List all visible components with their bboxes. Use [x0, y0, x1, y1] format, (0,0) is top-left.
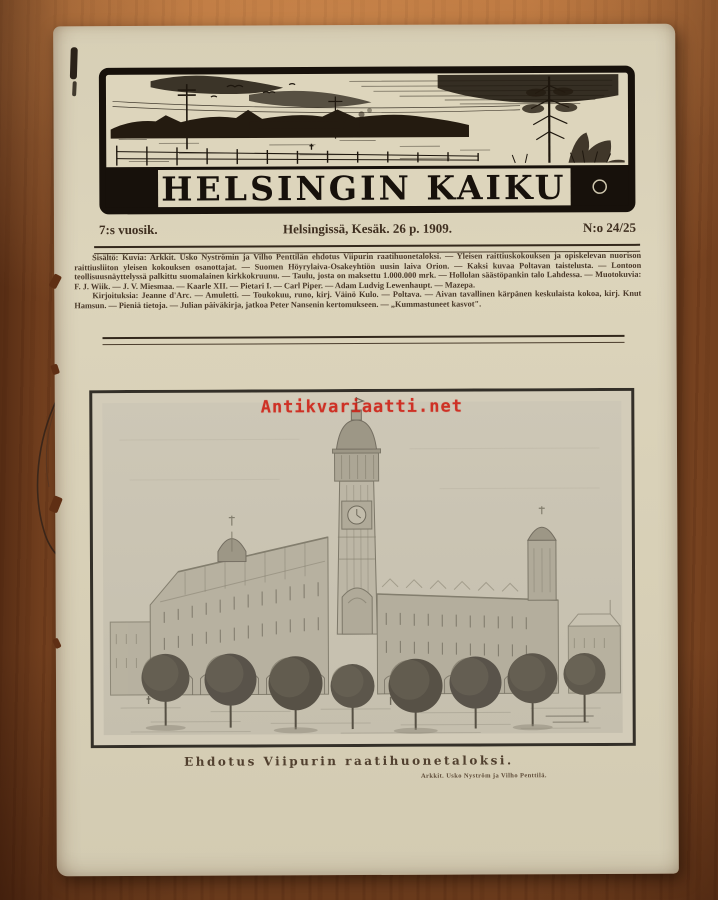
watermark-antikvariaatti: Antikvariaatti.net: [260, 396, 463, 418]
torn-edge-notch: [52, 638, 62, 650]
contents-pictures-paragraph: Sisältö: Kuvia: Arkkit. Usko Nyströmin ja Vilho Penttilän ehdotus Viipurin raatihuonetaloksi. — Yleisen raittiuskokouksen ja opiskelevan nuorison raittiusliiton yleisen kokouksen osanottajat. — Suomen Höyrylaiva-Osakeyhtiön uusin laiva Orion. — Kaksi kuvaa Poltavan taistelusta. — Lontoon teollisuusnäyttelyssä palkittu suomalainen kirkkokruunu. — Taulu, josta on maksettu 1.000.000 mrk. — Hollolan säästöpankin talo Lahdessa. — Muotokuvia: F. J. Wiik. — J. V. Miesmaa. — Kaarle XII. — Pietari I. — Carl Piper. — Adam Ludvig Lewenhaupt. — Mazepa.: [74, 250, 642, 292]
masthead-title-band: [106, 166, 629, 208]
pen-mark: [70, 47, 78, 79]
masthead-title: HELSINGIN KAIKU: [161, 167, 567, 209]
figure-caption: Ehdotus Viipurin raatihuonetaloksi.: [184, 753, 514, 769]
masthead-landscape-illustration: [98, 65, 636, 215]
issue-number: N:o 24/25: [582, 219, 637, 236]
contents-articles-paragraph: Kirjoituksia: Jeanne d'Arc. — Amuletti. — Toukokuu, runo, kirj. Väinö Kulo. — Poltava. — Aivan tavallinen kärpänen keskulaista kokoa, kirj. Knut Hamsun. — Pieniä tietoja. — Julian päiväkirja, jatkoa Peter Nansenin kertomukseen. — „Kummastuneet kasvot".: [74, 289, 642, 311]
figure-town-hall-drawing: [89, 388, 637, 748]
volume-label: 7:s vuosik.: [99, 221, 158, 238]
divider-rule: [103, 335, 625, 345]
pen-mark: [72, 81, 77, 96]
place-date: Helsingissä, Kesäk. 26 p. 1909.: [282, 220, 453, 237]
masthead: [98, 65, 636, 215]
table-of-contents: [74, 251, 641, 311]
figure-credit: Arkkit. Usko Nyström ja Vilho Penttilä.: [420, 772, 547, 780]
town-hall-illustration: [89, 388, 637, 748]
torn-edge-notch: [50, 364, 60, 376]
dateline: [99, 220, 636, 240]
torn-edge-notch: [48, 273, 62, 289]
magazine-page: [53, 24, 679, 877]
